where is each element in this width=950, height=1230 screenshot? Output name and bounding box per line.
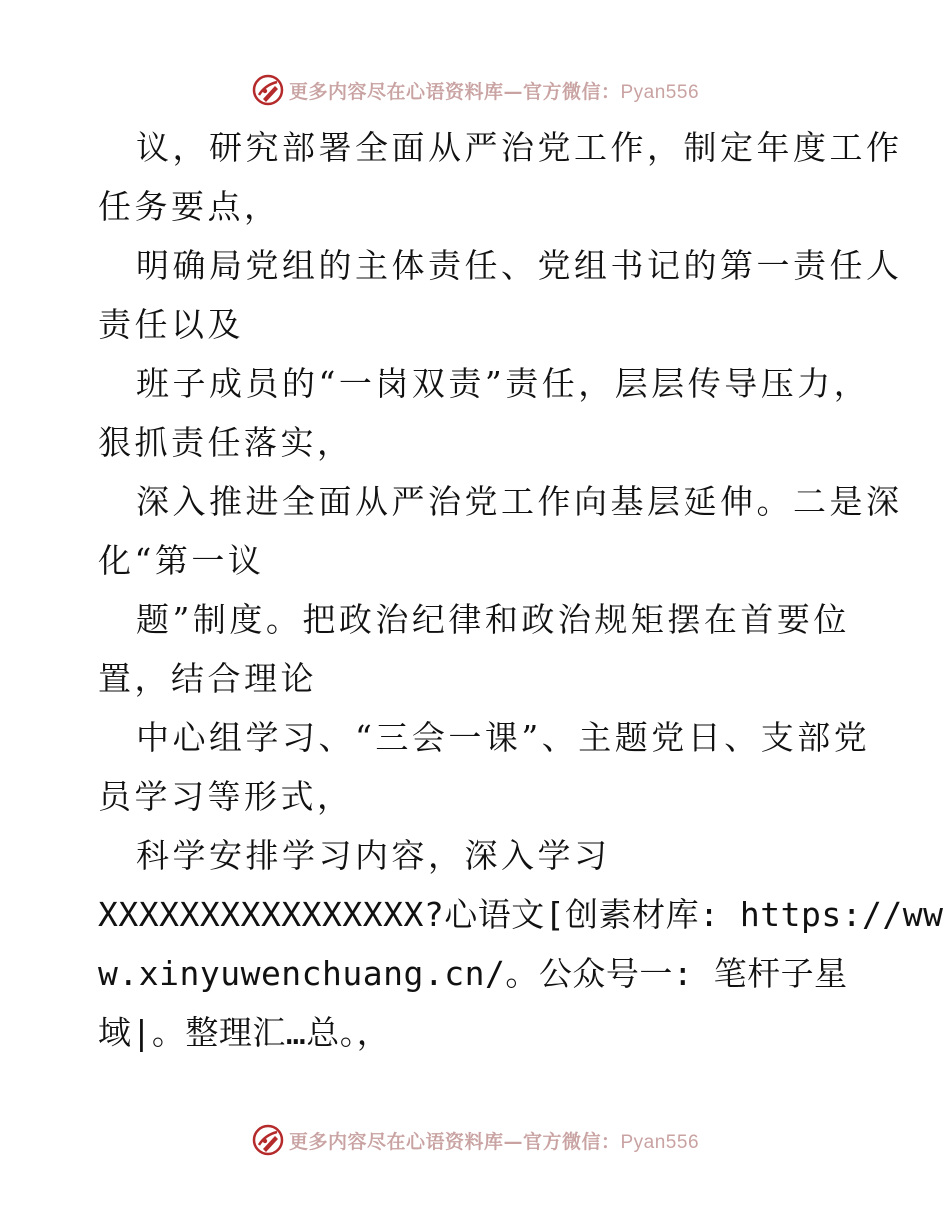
document-body [98, 118, 944, 1062]
body-line: 班子成员的“一岗双责”责任，层层传导压力， [136, 364, 871, 403]
body-line: 中心组学习、“三会一课”、主题党日、支部党 [136, 718, 871, 757]
header-banner [0, 70, 950, 110]
body-line: 任务要点， [98, 187, 281, 226]
body-line: 域|。整理汇…总。， [98, 1013, 391, 1052]
body-line: 科学安排学习内容，深入学习 [136, 836, 611, 875]
body-line: 员学习等形式， [98, 777, 354, 816]
body-line: 化“第一议 [98, 541, 265, 580]
header-banner-handle: Pyan556 [620, 81, 700, 103]
body-line: w.xinyuwenchuang.cn/。公众号一: 笔杆子星 [98, 954, 848, 993]
header-banner-text: 更多内容尽在心语资料库—官方微信：Pyan556 [288, 80, 700, 103]
footer-banner-text: 更多内容尽在心语资料库—官方微信：Pyan556 [288, 1130, 700, 1153]
pen-logo-icon [251, 73, 285, 107]
footer-banner-handle: Pyan556 [620, 1131, 700, 1153]
body-line: 深入推进全面从严治党工作向基层延伸。二是深 [136, 482, 903, 521]
body-line: 题”制度。把政治纪律和政治规矩摆在首要位 [136, 600, 850, 639]
body-line: 狠抓责任落实， [98, 423, 354, 462]
pen-logo-icon [251, 1123, 285, 1157]
body-line: 明确局党组的主体责任、党组书记的第一责任人 [136, 246, 903, 285]
footer-banner [0, 1120, 950, 1160]
body-line: 置，结合理论 [98, 659, 317, 698]
body-line: 议，研究部署全面从严治党工作，制定年度工作 [136, 128, 903, 167]
body-line: 责任以及 [98, 305, 244, 344]
body-line: XXXXXXXXXXXXXXXX?心语文[创素材库: https://ww [98, 895, 944, 934]
